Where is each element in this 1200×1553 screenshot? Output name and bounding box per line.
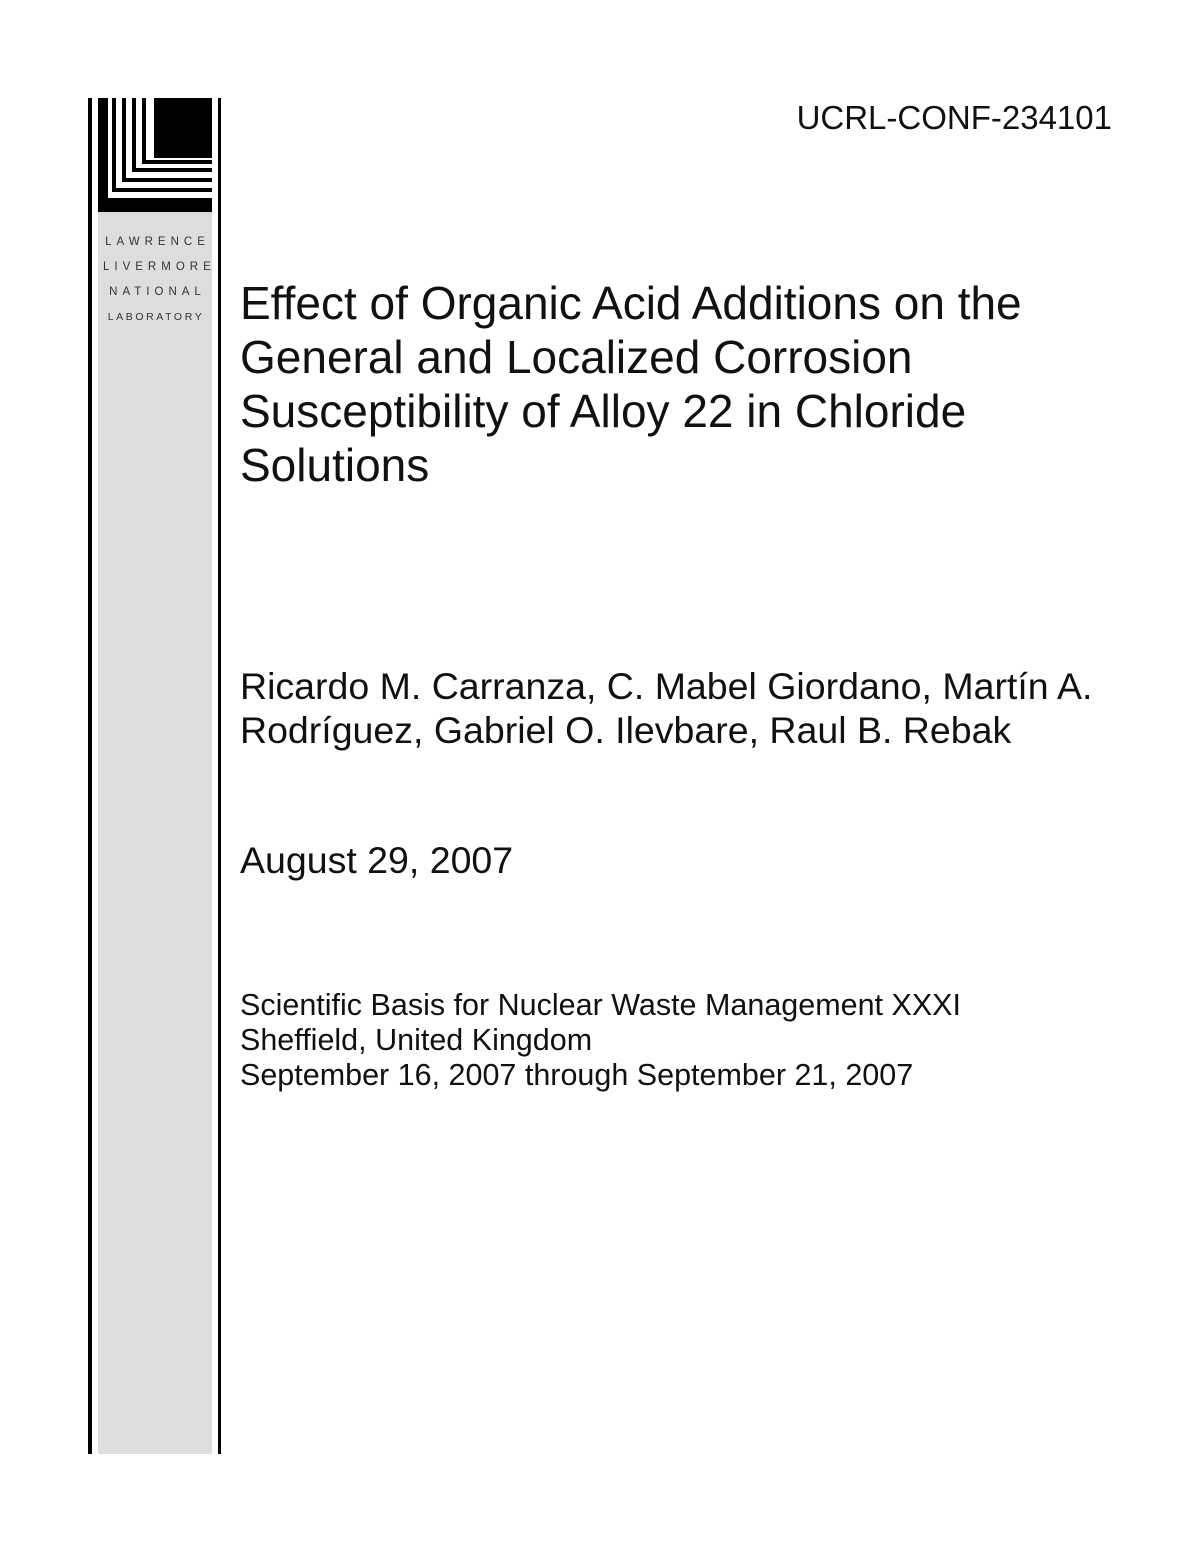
conference-dates: September 16, 2007 through September 21, 2007 bbox=[240, 1058, 914, 1092]
conference-info bbox=[240, 988, 1140, 1093]
gray-side-band bbox=[98, 212, 216, 1454]
llnl-logo bbox=[98, 98, 212, 212]
report-number: UCRL-CONF-234101 bbox=[796, 99, 1112, 136]
right-border-rule bbox=[218, 98, 221, 1454]
lab-name-line: LABORATORY bbox=[107, 311, 205, 323]
authors: Ricardo M. Carranza, C. Mabel Giordano, Martín A. Rodríguez, Gabriel O. Ilevbare, Raul B. Rebak bbox=[240, 665, 1093, 751]
left-border-rule bbox=[88, 98, 92, 1454]
conference-location: Sheffield, United Kingdom bbox=[240, 1023, 593, 1057]
conference-name: Scientific Basis for Nuclear Waste Management XXXI bbox=[240, 988, 961, 1022]
lab-name bbox=[98, 230, 216, 330]
document-title: Effect of Organic Acid Additions on the General and Localized Corrosion Susceptibility of Alloy 22 in Chloride Solutions bbox=[240, 277, 1022, 491]
lab-name-line: LIVERMORE bbox=[103, 261, 216, 273]
document-date: August 29, 2007 bbox=[240, 839, 514, 881]
lab-name-line: NATIONAL bbox=[109, 286, 206, 298]
lab-name-line: LAWRENCE bbox=[105, 236, 210, 248]
